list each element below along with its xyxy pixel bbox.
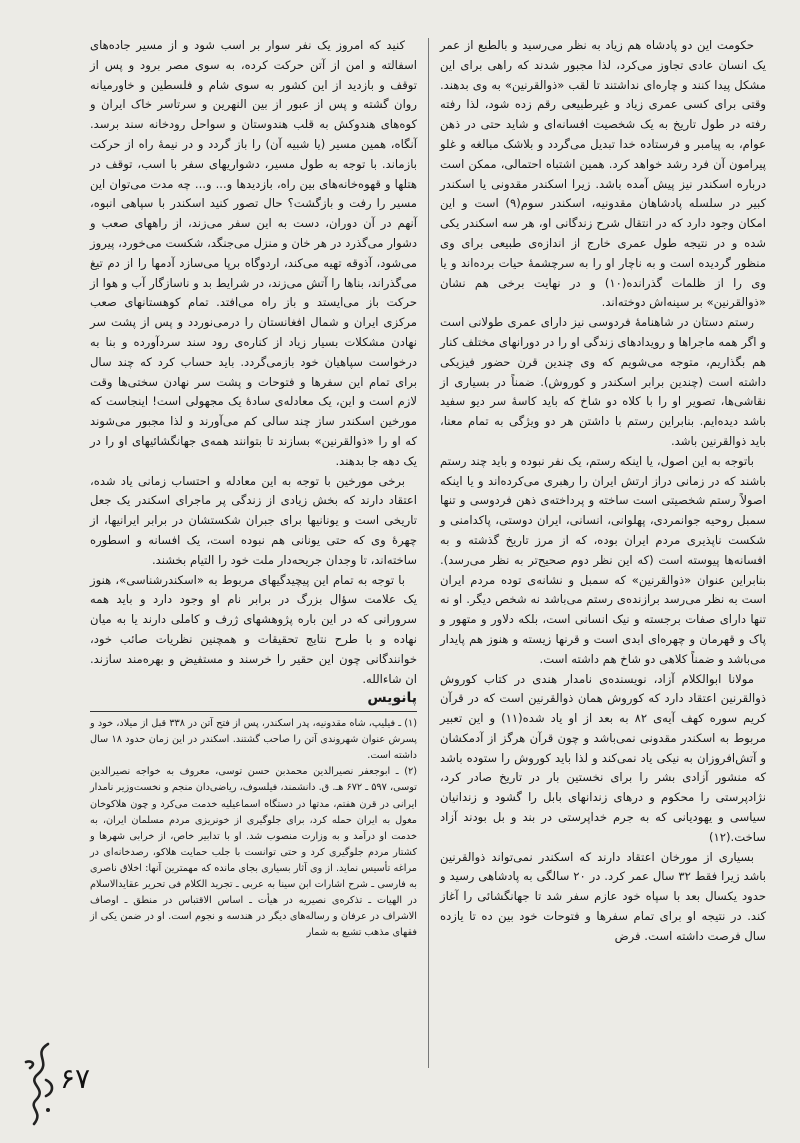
footnotes-title: پانویس: [367, 690, 417, 707]
paragraph: باتوجه به این اصول، یا اینکه رستم، یک نفر نبوده و باید چند رستم باشند که در زمانی دراز ارتش ایران را رهبری می‌کرده‌اند و یا اینکه اصولاً رستم شخصیتی است ساخته و پرداخته‌ی ذهن فردوسی و تنها سمبل روحیه جوانمردی، پهلوانی، انسانی، ایران دوستی، پاکدامنی و شکست ناپذیری مردم ایران بوده، که از مرز تاریخ گذشته و به افسانه‌ها پیوسته است (که این نظر دوم صحیح‌تر به نظر می‌رسد). بنابراین عنوان «ذوالقرنین» که سمبل و نشانه‌ی توده مردم ایران است به نظر می‌رسد برازنده‌ی رستم می‌باشد نه شخص دیگر. او نه تنها دارای صفات برجسته و نیک انسانی است، بلکه دلاور و متهور و پاک و قهرمان و چهره‌ای ابدی است و قرنها زیسته و هنوز هم پایدار می‌باشد و ضمناً کلاهی دو شاخ هم داشته است.: [440, 453, 766, 666]
kerman-logo: [18, 1040, 62, 1136]
paragraph: حکومت این دو پادشاه هم زیاد به نظر می‌رسید و بالطبع از عمر یک انسان عادی تجاوز می‌کرد، لذا مجبور شدند که راهی برای این مشکل پیدا کنند و چاره‌ای نداشتند تا لقب «ذوالقرنین» به وی بدهند. وقتی برای کسی عمری زیاد و غیرطبیعی رقم زده شود، لذا رفته رفته در طول تاریخ به یک شخصیت افسانه‌ای و شاید حتی در ذهن عوام، به پیامبر و فرستاده خدا تبدیل می‌گردد و بلاشک مبالغه و غلو پیرامون آن فرد رشد خواهد کرد. همین اشتباه احتمالی، ممکن است درباره اسکندر نیز پیش آمده باشد. زیرا اسکندر مقدونی یا اسکندر کبیر در سلسله پادشاهان مقدونیه، اسکندر سوم(۹) است و این امکان وجود دارد که در انتقال شرح زندگانی او، هر سه اسکندر یکی شده و در نتیجه طول عمری خارج از اندازه‌ی طبیعی برای وی منظور گردیده است و به ناچار او را به سرچشمه‌ٔ حیات برده‌اند و یا وی را از ظلمات گذرانده(۱۰) و در نهایت برخی هم نشان «ذوالقرنین» بر سینه‌اش دوخته‌اند.: [440, 38, 767, 310]
paragraph: مولانا ابوالکلام آزاد، نویسنده‌ی نامدار هندی در کتاب کوروش ذوالقرنین اعتقاد دارد که کوروش همان ذوالقرنین است که در قرآن کریم سوره کهف آیه‌ی ۸۲ به بعد از او یاد شده(۱۱) و این تعبیر مربوط به اسکندر مقدونی نمی‌باشد و چون قرآن هرگز از آدمکشان و آتش‌افروزان به نیکی یاد نمی‌کند و لذا باید کوروش را ستوده باشد که منشور آزادی بشر را برای نخستین بار در تاریخ صادر کرد، نژادپرستی را محکوم و درهای زندانهای بابل را گشود و زندانیان سیاسی و یهودیانی که به جرم خداپرستی در بند و بل بودند آزاد ساخت.(۱۲): [440, 671, 767, 844]
paragraph: رستم دستان در شاهنامه‌ٔ فردوسی نیز دارای عمری طولانی است و اگر همه ماجراها و رویدادهای زندگی او را در دورانهای مختلف کنار هم بگذاریم، متوجه می‌شویم که وی چندین قرن حضور فیزیکی داشته است (چندین برابر اسکندر و کوروش). ضمناً در بسیاری از نقاشی‌ها، تصویر او را با کلاه دو شاخ که باید کاسه‌ٔ سر دیو سفید باشد دیده‌ایم. بنابراین رستم با داشتن هر دو ویژگی به تمام معنا، باید ذوالقرنین باشد.: [440, 315, 766, 448]
column-divider: [428, 38, 429, 1068]
footnotes: [90, 716, 417, 941]
right-text-column: [440, 36, 766, 947]
left-text-column: [90, 36, 417, 941]
paragraph: با توجه به تمام این پیچیدگیهای مربوط به «اسکندرشناسی»، هنوز یک علامت سؤال بزرگ در برابر نام او وجود دارد و باید همه سرورانی که در این باره پژوهشهای ژرف و کاملی دارند یا به میان نهاده و با طرح نتایج تحقیقات و همچنین نظریات صائب خود، خوانندگانی چون این حقیر را خرسند و مستفیض و بهره‌مند سازند. ان شاءالله.: [90, 572, 417, 686]
footnote: (۲) ـ ابوجعفر نصیرالدین محمدبن حسن توسی، معروف به خواجه نصیرالدین توسی، ۵۹۷ ـ ۶۷۲ هـ. ق. دانشمند، فیلسوف، ریاضی‌دان منجم و نخست‌وزیر نامدار ایرانی در قرن هفتم، مدتها در دستگاه اسماعیلیه خدمت می‌کرد و چون هلاکوخان مغول به ایران حمله کرد، برای جلوگیری از خونریزی مردم مسلمان ایران، به خدمت او درآمد و به وزارت منصوب شد. او با تدابیر خاص، از خرابی شهرها و کشتار مردم جلوگیری کرد و حتی توانست با جلب حمایت هلاکو، رصدخانه‌ای در مراغه تأسیس نماید. از وی آثار بسیاری بجای مانده که مهمترین آنها: اخلاق ناصری به فارسی ـ شرح اشارات ابن سینا به عربی ـ تجرید الکلام فی تحریر عقایدالاسلام در الهیات ـ تذکره‌ی نصیریه در هیأت ـ اساس الاقتباس در منطق ـ اوصاف الاشراف در عرفان و رساله‌های دیگر در هندسه و نجوم است. او در ضمن یکی از فقهای مذهب تشیع به شمار: [90, 766, 417, 939]
page-number: ۶۷: [60, 1062, 91, 1095]
paragraph: برخی مورخین با توجه به این معادله و احتساب زمانی یاد شده، اعتقاد دارند که بخش زیادی از زندگی پر ماجرای اسکندر یک جعل تاریخی است و یونانیها برای جبران شکستشان در برابر ایرانیها، از چهره‌ٔ وی که حتی یونانی هم نبوده است، یک افسانه و اسطوره ساخته‌اند، تا وجدان جریحه‌دار ملت خود را التیام بخشند.: [90, 473, 417, 567]
footnotes-divider: [90, 711, 417, 712]
footnote: (۱) ـ فیلیپ، شاه مقدونیه، پدر اسکندر، پس از فتح آتن در ۳۳۸ قبل از میلاد، خود و پسرش عنوان شهروندی آتن را صاحب گشتند. اسکندر در این زمان حدود ۱۸ سال داشته است.: [90, 718, 418, 762]
paragraph: کنید که امروز یک نفر سوار بر اسب شود و از مسیر جاده‌های اسفالته و امن از آتن حرکت کرده، به سوی مصر برود و پس از توقف و بازدید از این کشور به سوی شام و فلسطین و خاورمیانه روان گشته و پس از عبور از بین النهرین و سرتاسر خاک ایران و کوه‌های هندوکش به قلب هندوستان و سواحل رودخانه سند برسد. آنگاه، همین مسیر (یا شبیه آن) را باز گردد و در نیمه‌ٔ راه از حرکت بازماند. با توجه به طول مسیر، دشواریهای سفر با اسب، توقف در هتلها و قهوه‌خانه‌های بین راه، بازدیدها و... و... چه مدت می‌توان این مسیر را رفت و بازگشت؟ حال تصور کنید اسکندر با سپاهی انبوه، آنهم در آن دوران، دست به این سفر می‌زند، از راههای صعب و دشوار می‌گذرد در هر خان و منزل می‌جنگد، شکست می‌خورد، پیروز می‌شود، آذوقه تهیه می‌کند، اردوگاه برپا می‌سازد آدمها را از دم تیغ می‌گذراند، بناها را آتش می‌زند، در شرایط بد و ناسازگار آب و هوا از حرکت باز می‌ایستد و باز راه می‌افتد. تمام کوهستانهای صعب مرکزی ایران و شمال افغانستان را درمی‌نوردد و پس از پشت سر نهادن مشکلات بسیار زیاد از کناره‌ی رود سند سرد‌آورده و بنا به درخواست سپاهیان خود بازمی‌گردد. باید حساب کرد که چند سال برای تمام این سفرها و فتوحات و پشت سر نهادن سختی‌ها وقت لازم است و این، یک معادله‌ی ساده‌ٔ یک مجهولی است! اینجاست که مورخین اسکندر ساز چند سالی کم می‌آورند و لذا مجبور می‌شوند که او را «ذوالقرنین» بسازند تا بتوانند همه‌ی جهانگشائیهای او را در یک دهه جا بدهند.: [90, 38, 417, 468]
paragraph: بسیاری از مورخان اعتقاد دارند که اسکندر نمی‌تواند ذوالقرنین باشد زیرا فقط ۳۲ سال عمر کرد. در ۲۰ سالگی به پادشاهی رسید و حدود یکسال بعد با سپاه خود عازم سفر شد تا جهانگشائی را آغاز کند. در نتیجه او برای تمام سفرها و فتوحات خود بین ده تا یازده سال فرصت داشته است. فرض: [440, 849, 766, 943]
